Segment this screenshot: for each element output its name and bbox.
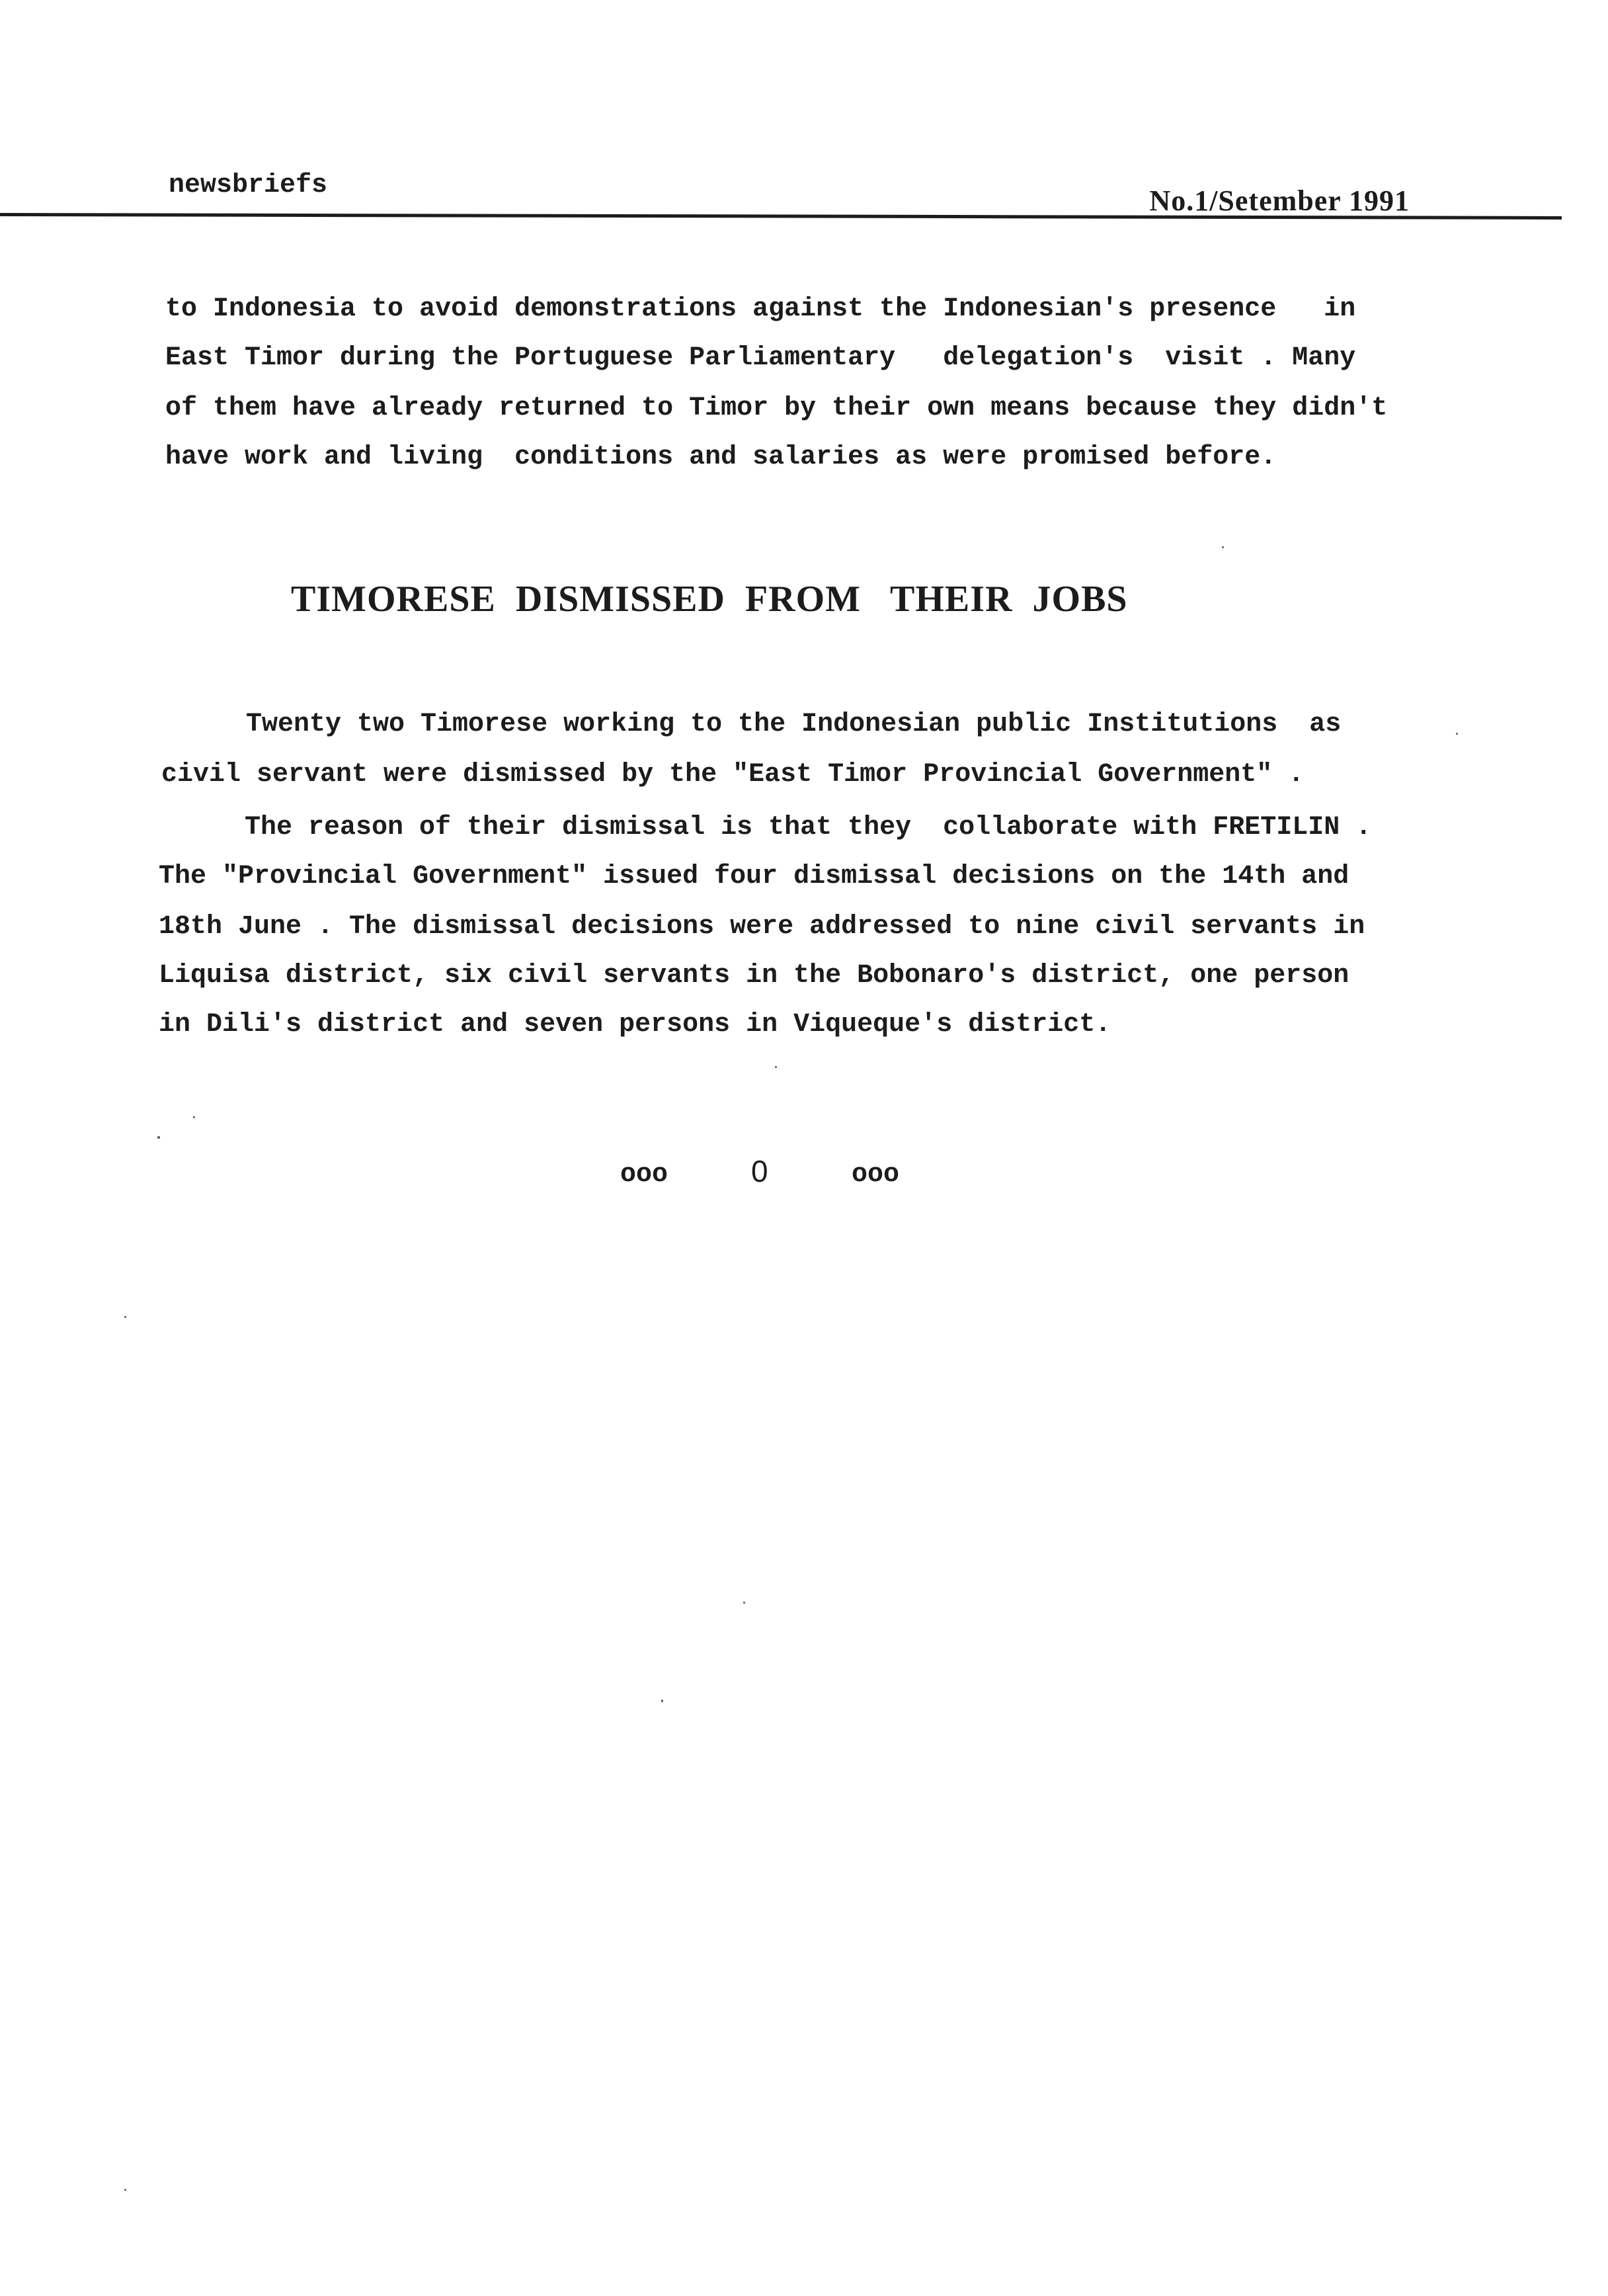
- text-line: East Timor during the Portuguese Parliamentary delegation's visit . Many: [165, 343, 1356, 373]
- separator-left: ooo: [620, 1160, 668, 1190]
- scan-speck: [1456, 733, 1458, 735]
- text-line: have work and living conditions and salaries as were promised before.: [165, 442, 1277, 472]
- separator-center: 0: [751, 1154, 768, 1188]
- text-line: to Indonesia to avoid demonstrations against the Indonesian's presence in: [165, 294, 1356, 324]
- text-line: The "Provincial Government" issued four dismissal decisions on the 14th and: [159, 862, 1349, 891]
- publication-name: newsbriefs: [169, 171, 328, 200]
- text-line: 18th June . The dismissal decisions were addressed to nine civil servants in: [159, 912, 1365, 942]
- text-line: of them have already returned to Timor by their own means because they didn't: [165, 393, 1388, 423]
- article-title: TIMORESE DISMISSED FROM THEIR JOBS: [291, 579, 1128, 620]
- scan-speck: [124, 2189, 126, 2191]
- scan-speck: [193, 1116, 195, 1118]
- scan-speck: [124, 1316, 126, 1318]
- issue-label: No.1/Setember 1991: [1149, 184, 1410, 217]
- separator-right: ooo: [852, 1160, 900, 1190]
- scan-speck: [661, 1700, 663, 1702]
- scan-speck: [743, 1602, 745, 1604]
- text-line: The reason of their dismissal is that they collaborate with FRETILIN .: [245, 813, 1372, 842]
- text-line: in Dili's district and seven persons in Viqueque's district.: [159, 1010, 1111, 1040]
- text-line: Twenty two Timorese working to the Indonesian public Institutions as: [246, 710, 1342, 739]
- scan-speck: [157, 1136, 160, 1139]
- scan-speck: [1222, 546, 1224, 548]
- text-line: civil servant were dismissed by the "East Timor Provincial Government" .: [161, 760, 1305, 790]
- text-line: Liquisa district, six civil servants in the Bobonaro's district, one person: [159, 961, 1349, 991]
- scan-speck: [775, 1066, 777, 1068]
